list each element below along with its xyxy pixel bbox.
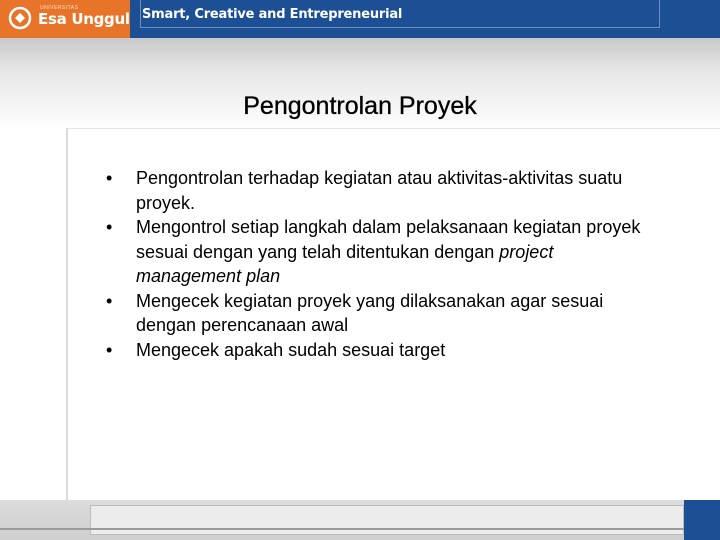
logo-text: Esa Unggul xyxy=(38,10,130,28)
bullet-text: Mengecek kegiatan proyek yang dilaksanakan agar sesuai dengan perencanaan awal xyxy=(136,290,604,335)
bullet-icon: • xyxy=(106,168,113,188)
logo-mark-icon xyxy=(8,6,32,30)
bullet-icon: • xyxy=(106,290,113,311)
content-frame-left xyxy=(66,128,68,500)
footer-line xyxy=(0,528,720,530)
logo xyxy=(0,0,130,38)
bullet-text-container xyxy=(136,215,646,289)
logo-small-text: UNIVERSITAS xyxy=(40,5,79,11)
slide-title: Pengontrolan Proyek xyxy=(243,92,477,120)
footer-panel xyxy=(90,505,684,535)
bullet-italic-text: project management plan xyxy=(136,241,554,286)
list-item xyxy=(106,166,646,215)
bullet-text: Pengontrolan terhadap kegiatan atau aktivitas-aktivitas suatu proyek. xyxy=(136,168,623,213)
list-item xyxy=(106,215,646,289)
list-item xyxy=(106,289,646,338)
bullet-icon: • xyxy=(106,339,113,360)
list-item xyxy=(106,338,646,363)
content-frame-top xyxy=(66,128,720,129)
footer-corner-accent xyxy=(684,500,720,540)
bullet-list xyxy=(106,166,646,362)
bullet-icon: • xyxy=(106,217,113,237)
tagline: Smart, Creative and Entrepreneurial xyxy=(142,7,403,22)
bullet-text: Mengecek apakah sudah sesuai target xyxy=(136,339,446,360)
bullet-text: Mengontrol setiap langkah dalam pelaksanaan kegiatan proyek sesuai dengan yang telah ditentukan dengan xyxy=(136,217,641,262)
header-bar xyxy=(0,0,720,38)
